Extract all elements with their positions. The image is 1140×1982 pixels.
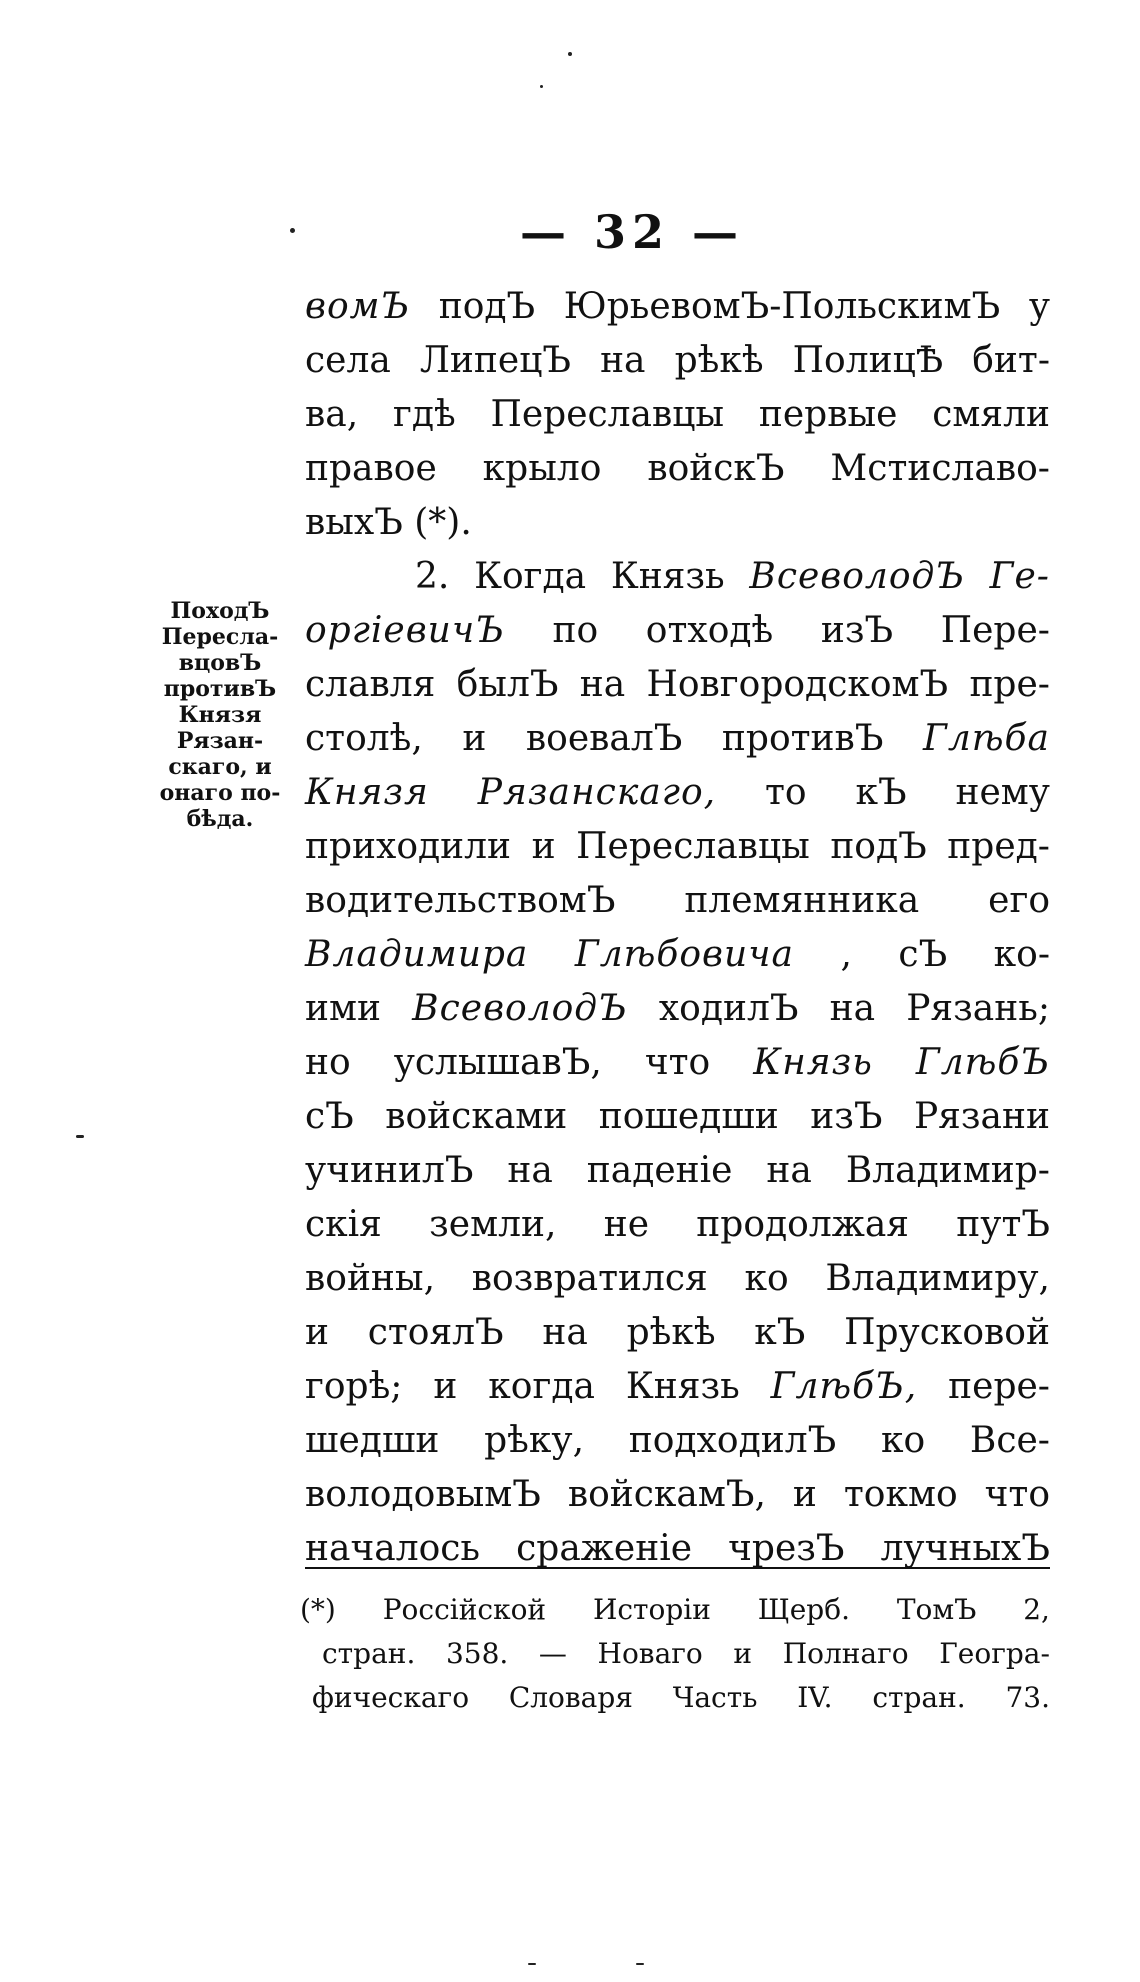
text-line xyxy=(305,928,1050,982)
word: когда xyxy=(488,1366,595,1407)
footnote xyxy=(300,1588,1050,1720)
word: что xyxy=(984,1474,1050,1515)
word: услышавЪ, xyxy=(393,1042,602,1083)
word: ходилЪ xyxy=(658,988,799,1029)
word: правое xyxy=(305,448,437,489)
word: ко xyxy=(880,1420,926,1461)
word: рѣку, xyxy=(484,1420,585,1461)
italic-word: Ге- xyxy=(989,556,1050,597)
footnote-word: (*) xyxy=(300,1593,336,1626)
word: 2. xyxy=(415,556,450,597)
word: ими xyxy=(305,988,381,1029)
word: подЪ xyxy=(438,286,536,327)
marginal-note-line: Пересла- xyxy=(161,624,279,650)
marginal-note-line: Рязан- xyxy=(176,728,264,754)
word: рѣкѣ xyxy=(626,1312,716,1353)
word: сЪ xyxy=(898,934,948,975)
word: подЪ xyxy=(830,826,927,867)
marginal-note-line: скаго, и xyxy=(168,754,272,780)
text-line xyxy=(305,1414,1050,1468)
word: подходилЪ xyxy=(628,1420,837,1461)
word: ко- xyxy=(993,934,1050,975)
word: войскамЪ, xyxy=(567,1474,766,1515)
footnote-word: Часть xyxy=(672,1681,758,1714)
word: Когда xyxy=(474,556,587,597)
word: по xyxy=(552,610,599,651)
word: Переславцы xyxy=(490,394,725,435)
footnote-word: фическаго xyxy=(312,1681,470,1714)
text-line xyxy=(305,820,1050,874)
italic-word: Глѣбовича xyxy=(574,934,795,975)
word: Переславцы xyxy=(576,826,810,867)
word: на xyxy=(542,1312,588,1353)
italic-word: Князь xyxy=(753,1042,873,1083)
word: скія xyxy=(305,1204,382,1245)
word: шедши xyxy=(305,1420,440,1461)
text-line xyxy=(305,388,1050,442)
scan-speck xyxy=(290,228,295,233)
word: кЪ xyxy=(754,1312,806,1353)
text-line xyxy=(305,442,1050,496)
text-line xyxy=(305,982,1050,1036)
word: володовымЪ xyxy=(305,1474,541,1515)
text-line xyxy=(305,1360,1050,1414)
word: учинилЪ xyxy=(305,1150,474,1191)
word: Пере- xyxy=(940,610,1050,651)
text-line xyxy=(305,766,1050,820)
marginal-note-line: Князя xyxy=(178,702,262,728)
word: смяли xyxy=(932,394,1050,435)
word: кЪ xyxy=(855,772,907,813)
footnote-word: 358. xyxy=(445,1637,509,1670)
italic-word: ВсеволодЪ xyxy=(412,988,628,1029)
italic-word: Владимира xyxy=(305,934,529,975)
italic-word: Рязанскаго, xyxy=(477,772,717,813)
marginal-note-line: противЪ xyxy=(163,676,277,702)
text-line xyxy=(305,496,1050,550)
word: войны, xyxy=(305,1258,436,1299)
word: изЪ xyxy=(810,1096,883,1137)
word: токмо xyxy=(843,1474,958,1515)
word: чрезЪ xyxy=(728,1528,845,1569)
word: противЪ xyxy=(721,718,884,759)
word: паденіе xyxy=(586,1150,733,1191)
text-line xyxy=(305,1144,1050,1198)
footnote-word: Исторіи xyxy=(592,1593,711,1626)
text-line xyxy=(305,1036,1050,1090)
word: , xyxy=(840,934,852,975)
word: и xyxy=(433,1366,458,1407)
word: Все- xyxy=(969,1420,1050,1461)
word: не xyxy=(603,1204,650,1245)
word: водительствомЪ xyxy=(305,880,616,921)
word: возвратился xyxy=(471,1258,708,1299)
footnote-word: IV. xyxy=(797,1681,833,1714)
word: Князь xyxy=(610,556,725,597)
word: лучныхЪ xyxy=(880,1528,1050,1569)
word: на xyxy=(766,1150,812,1191)
word: пошедши xyxy=(598,1096,779,1137)
word: бит- xyxy=(972,340,1050,381)
text-line xyxy=(305,604,1050,658)
word: Князь xyxy=(625,1366,740,1407)
word: приходили xyxy=(305,826,512,867)
italic-word: ГлѣбЪ xyxy=(915,1042,1050,1083)
marginal-note-line: онаго по- xyxy=(159,780,281,806)
word: села xyxy=(305,340,391,381)
word: Мстиславо- xyxy=(830,448,1050,489)
footnote-word: Геогра- xyxy=(939,1637,1050,1670)
text-line xyxy=(305,280,1050,334)
text-line xyxy=(305,658,1050,712)
word: на xyxy=(600,340,646,381)
italic-word: оргіевичЪ xyxy=(305,610,505,651)
word: НовгородскомЪ xyxy=(646,664,949,705)
italic-word: ГлѣбЪ, xyxy=(770,1366,918,1407)
word: у xyxy=(1028,286,1050,327)
word: столѣ, xyxy=(305,718,423,759)
word: рѣкѣ xyxy=(674,340,764,381)
word: горѣ; xyxy=(305,1366,403,1407)
footnote-word: стран. xyxy=(872,1681,966,1714)
word: ЛипецЪ xyxy=(419,340,571,381)
word: путЪ xyxy=(956,1204,1050,1245)
text-line xyxy=(305,1090,1050,1144)
footnote-word: 73. xyxy=(1005,1681,1050,1714)
footnote-line xyxy=(300,1632,1050,1676)
text-line xyxy=(305,1252,1050,1306)
footnote-word: стран. xyxy=(322,1637,416,1670)
text-line xyxy=(305,550,1050,604)
scan-speck xyxy=(76,1135,84,1138)
scan-speck xyxy=(540,85,543,88)
word: но xyxy=(305,1042,351,1083)
word: на xyxy=(579,664,626,705)
text-line xyxy=(305,334,1050,388)
footnote-word: Полнаго xyxy=(782,1637,909,1670)
word: началось xyxy=(305,1528,481,1569)
italic-word: вомЪ xyxy=(305,286,411,327)
text-line xyxy=(305,1198,1050,1252)
word: Прусковой xyxy=(844,1312,1050,1353)
word: Владимиру, xyxy=(825,1258,1050,1299)
word: ЮрьевомЪ-ПольскимЪ xyxy=(563,286,1001,327)
word: и xyxy=(305,1312,329,1353)
footnote-word: 2, xyxy=(1023,1593,1050,1626)
word: войсками xyxy=(385,1096,568,1137)
word: нему xyxy=(955,772,1050,813)
word: Рязани xyxy=(913,1096,1050,1137)
word: земли, xyxy=(429,1204,557,1245)
footnote-divider xyxy=(305,1567,1050,1569)
word: ко xyxy=(744,1258,789,1299)
word: изЪ xyxy=(820,610,894,651)
marginal-note-line: ПоходЪ xyxy=(170,598,270,624)
word: и xyxy=(462,718,487,759)
word: воевалЪ xyxy=(525,718,683,759)
word: войскЪ xyxy=(647,448,785,489)
word: пре- xyxy=(969,664,1050,705)
word: то xyxy=(764,772,807,813)
word: Рязань; xyxy=(906,988,1050,1029)
text-line xyxy=(305,874,1050,928)
text-line xyxy=(305,1468,1050,1522)
text-line xyxy=(305,1306,1050,1360)
word: первые xyxy=(758,394,898,435)
word: сраженіе xyxy=(516,1528,693,1569)
word: выхЪ (*). xyxy=(305,502,472,543)
word: стоялЪ xyxy=(367,1312,504,1353)
footnote-word: Щерб. xyxy=(757,1593,850,1626)
word: и xyxy=(792,1474,817,1515)
word: продолжая xyxy=(696,1204,910,1245)
word: пере- xyxy=(948,1366,1050,1407)
italic-word: Глѣба xyxy=(922,718,1050,759)
word: ПолицѢ xyxy=(792,340,944,381)
word: племянника xyxy=(684,880,920,921)
word: былЪ xyxy=(456,664,559,705)
main-text xyxy=(305,280,1050,1576)
marginal-note xyxy=(150,598,290,832)
footnote-line xyxy=(300,1588,1050,1632)
word: что xyxy=(644,1042,711,1083)
scan-speck xyxy=(568,52,572,56)
text-line xyxy=(305,712,1050,766)
scan-speck xyxy=(636,1963,644,1965)
word: славля xyxy=(305,664,436,705)
marginal-note-line: вцовЪ xyxy=(178,650,262,676)
italic-word: Князя xyxy=(305,772,429,813)
word: пред- xyxy=(947,826,1050,867)
word: и xyxy=(531,826,556,867)
word: ва, xyxy=(305,394,359,435)
marginal-note-line: бѣда. xyxy=(186,806,254,832)
footnote-word: ТомЪ xyxy=(896,1593,977,1626)
word: на xyxy=(829,988,876,1029)
footnote-word: — xyxy=(538,1637,567,1670)
word: сЪ xyxy=(305,1096,354,1137)
scan-speck xyxy=(528,1963,536,1965)
word: Владимир- xyxy=(845,1150,1050,1191)
footnote-word: Словаря xyxy=(508,1681,633,1714)
footnote-word: Россійской xyxy=(382,1593,547,1626)
word: его xyxy=(988,880,1050,921)
word: гдѣ xyxy=(392,394,456,435)
italic-word: ВсеволодЪ xyxy=(749,556,965,597)
word: на xyxy=(507,1150,553,1191)
footnote-word: Новаго xyxy=(597,1637,703,1670)
page-number: — 32 — xyxy=(520,205,745,259)
footnote-line xyxy=(300,1676,1050,1720)
word: отходѣ xyxy=(645,610,774,651)
word: крыло xyxy=(482,448,602,489)
footnote-word: и xyxy=(733,1637,753,1670)
